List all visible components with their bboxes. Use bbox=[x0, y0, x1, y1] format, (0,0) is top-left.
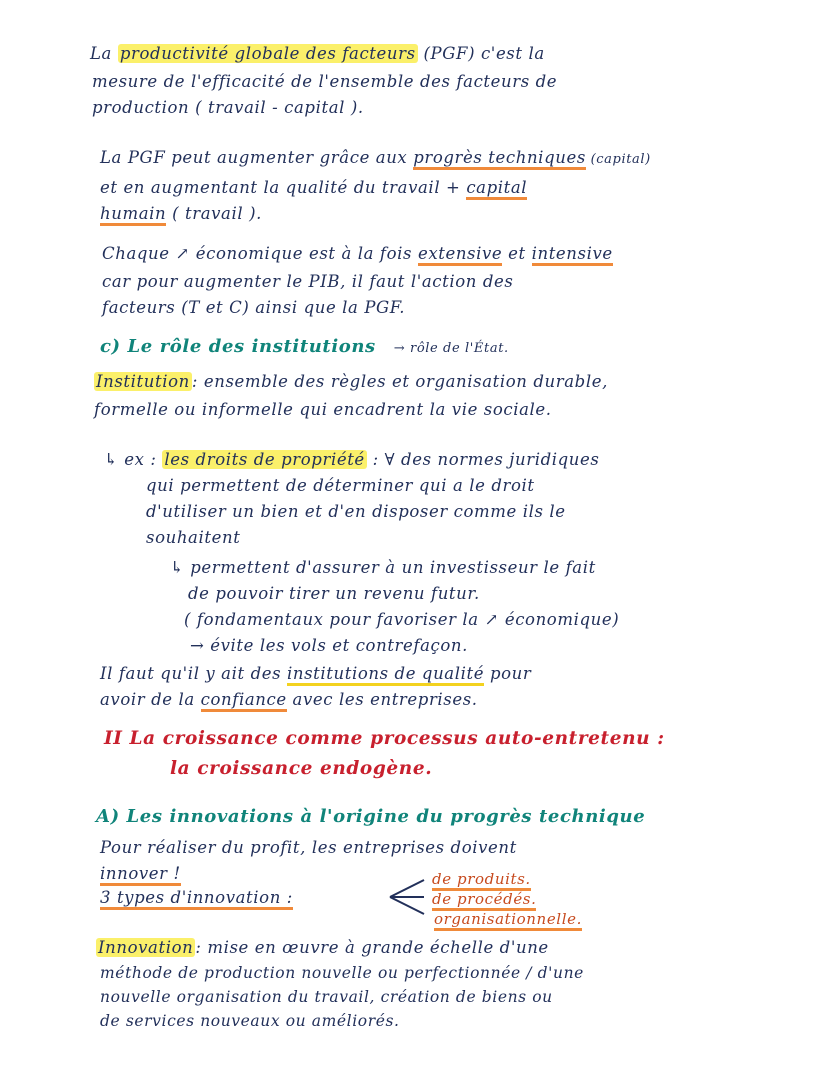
propriete-line-2: qui permettent de déterminer qui a le droit bbox=[146, 476, 535, 495]
pgf-augmentation-line-3: humain ( travail ). bbox=[100, 204, 262, 223]
croissance-line-2: car pour augmenter le PIB, il faut l'action des bbox=[102, 272, 514, 291]
innovation-type-produits: de produits. bbox=[432, 870, 531, 888]
pgf-definition-line-1: La productivité globale des facteurs (PGF) c'est la bbox=[90, 44, 545, 63]
innover-line-1: Pour réaliser du profit, les entreprises doivent bbox=[100, 838, 517, 857]
underline-types-innovation: 3 types d'innovation : bbox=[100, 888, 293, 910]
types-innovation-label bbox=[100, 888, 293, 907]
propriete-line-3: d'utiliser un bien et d'en disposer comme ils le bbox=[146, 502, 566, 521]
section-c-heading bbox=[100, 336, 509, 357]
pgf-definition-line-2: mesure de l'efficacité de l'ensemble des facteurs de bbox=[92, 72, 558, 91]
propriete-line-4: souhaitent bbox=[146, 528, 241, 547]
innovation-definition-line-1: Innovation : mise en œuvre à grande échelle d'une bbox=[98, 938, 549, 957]
propriete-sub-line-1: ↳ permettent d'assurer à un investisseur le fait bbox=[170, 558, 596, 577]
innovation-definition-line-2: méthode de production nouvelle ou perfectionnée / d'une bbox=[100, 964, 584, 982]
underline-confiance: confiance bbox=[201, 690, 287, 712]
highlight-productivite: productivité globale des facteurs bbox=[119, 44, 416, 63]
highlight-institution: Institution bbox=[96, 372, 190, 391]
section-c-aside: → rôle de l'État. bbox=[393, 341, 509, 356]
section-a-title: A) Les innovations à l'origine du progrès technique bbox=[96, 806, 646, 827]
innover-line-2 bbox=[100, 864, 181, 883]
underline-progres-techniques: progrès techniques bbox=[413, 148, 586, 170]
institution-definition-line-2: formelle ou informelle qui encadrent la vie sociale. bbox=[94, 400, 552, 419]
innovation-definition-line-4: de services nouveaux ou améliorés. bbox=[100, 1012, 400, 1030]
innovation-definition-line-3: nouvelle organisation du travail, création de biens ou bbox=[100, 988, 553, 1006]
propriete-sub-line-2: de pouvoir tirer un revenu futur. bbox=[188, 584, 480, 603]
pgf-definition-line-3: production ( travail - capital ). bbox=[92, 98, 364, 117]
underline-institutions-qualite: institutions de qualité bbox=[287, 664, 484, 686]
innovation-type-procedes: de procédés. bbox=[432, 890, 536, 908]
brace-arrows-icon bbox=[384, 874, 426, 920]
underline-humain: humain bbox=[100, 204, 166, 226]
underline-innover: innover ! bbox=[100, 864, 181, 886]
qualite-line-2: avoir de la confiance avec les entreprises. bbox=[100, 690, 478, 709]
croissance-line-1: Chaque ↗ économique est à la fois extensive et intensive bbox=[102, 244, 613, 263]
propriete-line-1: ↳ ex : les droits de propriété : ∀ des normes juridiques bbox=[104, 450, 600, 469]
section-c-title: c) Le rôle des institutions bbox=[100, 336, 376, 357]
innovation-type-organisationnelle: organisationnelle. bbox=[434, 910, 582, 928]
highlight-innovation: Innovation bbox=[98, 938, 194, 957]
institution-definition-line-1: Institution : ensemble des règles et organisation durable, bbox=[96, 372, 608, 391]
section-ii-title-line-2: la croissance endogène. bbox=[170, 758, 433, 779]
underline-capital: capital bbox=[466, 178, 527, 200]
underline-extensive: extensive bbox=[418, 244, 502, 266]
pgf-augmentation-line-1: La PGF peut augmenter grâce aux progrès techniques (capital) bbox=[100, 148, 651, 167]
section-ii-title-line-1: II La croissance comme processus auto-entretenu : bbox=[104, 728, 665, 749]
qualite-line-1: Il faut qu'il y ait des institutions de qualité pour bbox=[100, 664, 531, 683]
pgf-augmentation-line-2: et en augmentant la qualité du travail + capital bbox=[100, 178, 527, 197]
highlight-droits-propriete: les droits de propriété bbox=[164, 450, 365, 469]
croissance-line-3: facteurs (T et C) ainsi que la PGF. bbox=[102, 298, 406, 317]
propriete-sub-line-4: → évite les vols et contrefaçon. bbox=[190, 636, 468, 655]
underline-intensive: intensive bbox=[532, 244, 613, 266]
propriete-sub-line-3: ( fondamentaux pour favoriser la ↗ économique) bbox=[184, 610, 620, 629]
